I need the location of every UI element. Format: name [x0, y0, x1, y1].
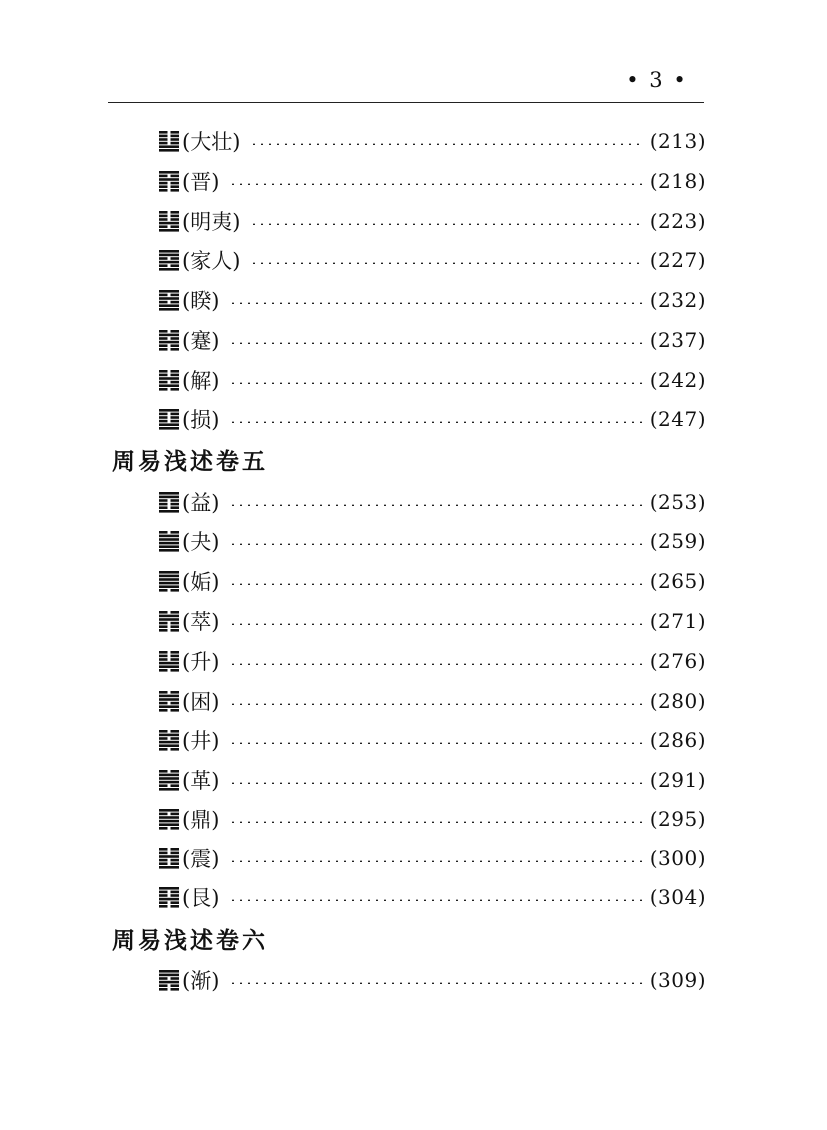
- hexagram-jing-icon: [158, 729, 180, 751]
- entry-page: (223): [649, 209, 706, 233]
- toc-entry[interactable]: [158, 882, 706, 912]
- dot-leader: [229, 382, 641, 384]
- entry-page: (304): [649, 885, 706, 909]
- entry-page: (276): [649, 649, 706, 673]
- dot-leader: [229, 421, 641, 423]
- entry-title: (渐): [182, 969, 220, 993]
- toc-entry[interactable]: [158, 365, 706, 395]
- entry-title: (姤): [182, 570, 220, 594]
- entry-page: (280): [649, 689, 706, 713]
- dot-leader: [229, 583, 641, 585]
- entry-page: (286): [649, 728, 706, 752]
- entry-title: (益): [182, 491, 220, 515]
- entry-title: (升): [182, 650, 220, 674]
- toc-entry[interactable]: [158, 686, 706, 716]
- toc-entry[interactable]: [158, 166, 706, 196]
- toc-entry[interactable]: [158, 843, 706, 873]
- entry-page: (259): [649, 529, 706, 553]
- entry-page: (309): [649, 968, 706, 992]
- hexagram-ge-icon: [158, 769, 180, 791]
- dot-leader: [229, 899, 641, 901]
- dot-leader: [250, 143, 641, 145]
- toc-entry[interactable]: [158, 965, 706, 995]
- entry-page: (227): [649, 248, 706, 272]
- hexagram-jin-icon: [158, 170, 180, 192]
- header-rule: [108, 102, 704, 103]
- entry-page: (218): [649, 169, 706, 193]
- hexagram-sheng-icon: [158, 650, 180, 672]
- entry-title: (家人): [182, 249, 241, 273]
- entry-page: (213): [649, 129, 706, 153]
- entry-page: (300): [649, 846, 706, 870]
- hexagram-jian-icon: [158, 329, 180, 351]
- entry-title: (蹇): [182, 329, 220, 353]
- section-heading: 周易浅述卷五: [112, 449, 268, 475]
- hexagram-jiaren-icon: [158, 249, 180, 271]
- hexagram-cui-icon: [158, 610, 180, 632]
- entry-title: (晋): [182, 170, 220, 194]
- toc-entry[interactable]: [158, 804, 706, 834]
- entry-page: (247): [649, 407, 706, 431]
- dot-leader: [229, 982, 641, 984]
- entry-title: (困): [182, 690, 220, 714]
- hexagram-ding-icon: [158, 808, 180, 830]
- toc-entry[interactable]: [158, 285, 706, 315]
- dot-leader: [229, 302, 641, 304]
- dot-leader: [229, 623, 641, 625]
- hexagram-sun-icon: [158, 408, 180, 430]
- dot-leader: [229, 821, 641, 823]
- dot-leader: [229, 782, 641, 784]
- dot-leader: [229, 663, 641, 665]
- dot-leader: [250, 223, 641, 225]
- dot-leader: [229, 504, 641, 506]
- entry-title: (萃): [182, 610, 220, 634]
- dot-leader: [229, 742, 641, 744]
- dot-leader: [229, 543, 641, 545]
- dot-leader: [229, 342, 641, 344]
- dot-leader: [229, 183, 641, 185]
- dot-leader: [229, 860, 641, 862]
- entry-page: (271): [649, 609, 706, 633]
- entry-title: (夬): [182, 530, 220, 554]
- entry-title: (震): [182, 847, 220, 871]
- hexagram-zhen-icon: [158, 847, 180, 869]
- entry-title: (鼎): [182, 808, 220, 832]
- hexagram-jianb-icon: [158, 969, 180, 991]
- toc-entry[interactable]: [158, 404, 706, 434]
- entry-page: (242): [649, 368, 706, 392]
- hexagram-dazhuang-icon: [158, 130, 180, 152]
- entry-title: (损): [182, 408, 220, 432]
- toc-entry[interactable]: [158, 765, 706, 795]
- toc-entry[interactable]: [158, 487, 706, 517]
- toc-entry[interactable]: [158, 325, 706, 355]
- hexagram-gen-icon: [158, 886, 180, 908]
- entry-title: (大壮): [182, 130, 241, 154]
- section-heading: 周易浅述卷六: [112, 928, 268, 954]
- entry-page: (232): [649, 288, 706, 312]
- hexagram-yi-icon: [158, 491, 180, 513]
- hexagram-mingyi-icon: [158, 210, 180, 232]
- entry-page: (295): [649, 807, 706, 831]
- hexagram-gou-icon: [158, 570, 180, 592]
- toc-entry[interactable]: [158, 606, 706, 636]
- hexagram-xie-icon: [158, 369, 180, 391]
- toc-entry[interactable]: [158, 245, 706, 275]
- entry-page: (253): [649, 490, 706, 514]
- entry-title: (解): [182, 369, 220, 393]
- toc-entry[interactable]: [158, 206, 706, 236]
- toc-entry[interactable]: [158, 566, 706, 596]
- entry-page: (265): [649, 569, 706, 593]
- entry-title: (革): [182, 769, 220, 793]
- page-number: • 3 •: [626, 68, 688, 92]
- entry-page: (237): [649, 328, 706, 352]
- dot-leader: [250, 262, 641, 264]
- entry-title: (艮): [182, 886, 220, 910]
- hexagram-kun-icon: [158, 690, 180, 712]
- entry-page: (291): [649, 768, 706, 792]
- toc-entry[interactable]: [158, 126, 706, 156]
- entry-title: (明夷): [182, 210, 241, 234]
- dot-leader: [229, 703, 641, 705]
- hexagram-kui-icon: [158, 289, 180, 311]
- entry-title: (井): [182, 729, 220, 753]
- hexagram-guai-icon: [158, 530, 180, 552]
- entry-title: (睽): [182, 289, 220, 313]
- toc-entry[interactable]: [158, 725, 706, 755]
- toc-entry[interactable]: [158, 526, 706, 556]
- toc-entry[interactable]: [158, 646, 706, 676]
